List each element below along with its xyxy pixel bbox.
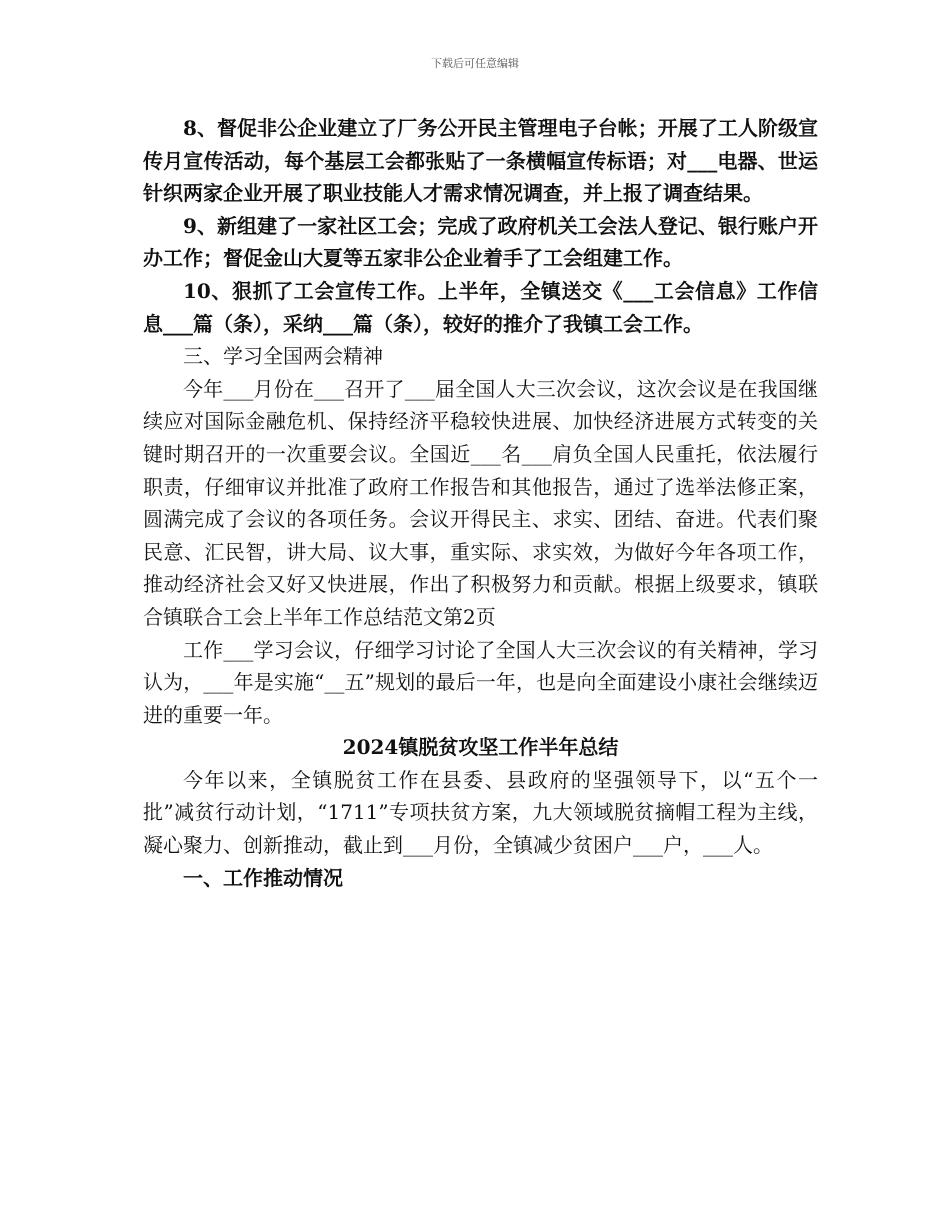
section-1-heading: 一、工作推动情况 (183, 865, 343, 890)
item-9-paragraph: 9、新组建了一家社区工会；完成了政府机关工会法人登记、银行账户开办工作；督促金山大夏等五家非公企业着手了工会组建工作。 (143, 213, 818, 271)
section-3-body-paragraph: 今年___月份在___召开了___届全国人大三次会议，这次会议是在我国继续应对国际金融危机、保持经济平稳较快进展、加快经济进展方式转变的关键时期召开的一次重要会议。全国近___名___肩负全国人民重托，依法履行职责，仔细审议并批准了政府工作报告和其他报告，通过了选举法修正案，圆满完成了会议的各项任务。会议开得民主、求实、团结、奋进。代表们聚民意、汇民智，讲大局、议大事，重实际、求实效，为做好今年各项工作，推动经济社会又好又快进展，作出了积极努力和贡献。根据上级要求，镇联合镇联合工会上半年工作总结范文第2页 (143, 376, 818, 629)
section-3-heading: 三、学习全国两会精神 (183, 344, 383, 369)
intro-paragraph: 今年以来，全镇脱贫工作在县委、县政府的坚强领导下，以“五个一批”减贫行动计划，“1711”专项扶贫方案，九大领域脱贫摘帽工程为主线，凝心聚力、创新推动，截止到___月份，全镇减少贫困户___户，___人。 (143, 767, 818, 858)
page-header-note: 下载后可任意编辑 (431, 57, 519, 70)
section-3-followup-paragraph: 工作___学习会议，仔细学习讨论了全国人大三次会议的有关精神，学习认为，___年是实施“__五”规划的最后一年，也是向全面建设小康社会继续迈进的重要一年。 (143, 637, 818, 727)
document-title: 2024镇脱贫攻坚工作半年总结 (342, 735, 619, 760)
document-body (143, 112, 818, 894)
item-10-paragraph: 10、狠抓了工会宣传工作。上半年，全镇送交《___工会信息》工作信息___篇（条），采纳___篇（条），较好的推介了我镇工会工作。 (143, 278, 818, 336)
item-8-paragraph: 8、督促非公企业建立了厂务公开民主管理电子台帐；开展了工人阶级宣传月宣传活动，每个基层工会都张贴了一条横幅宣传标语；对___电器、世运针织两家企业开展了职业技能人才需求情况调查，并上报了调查结果。 (143, 116, 818, 206)
